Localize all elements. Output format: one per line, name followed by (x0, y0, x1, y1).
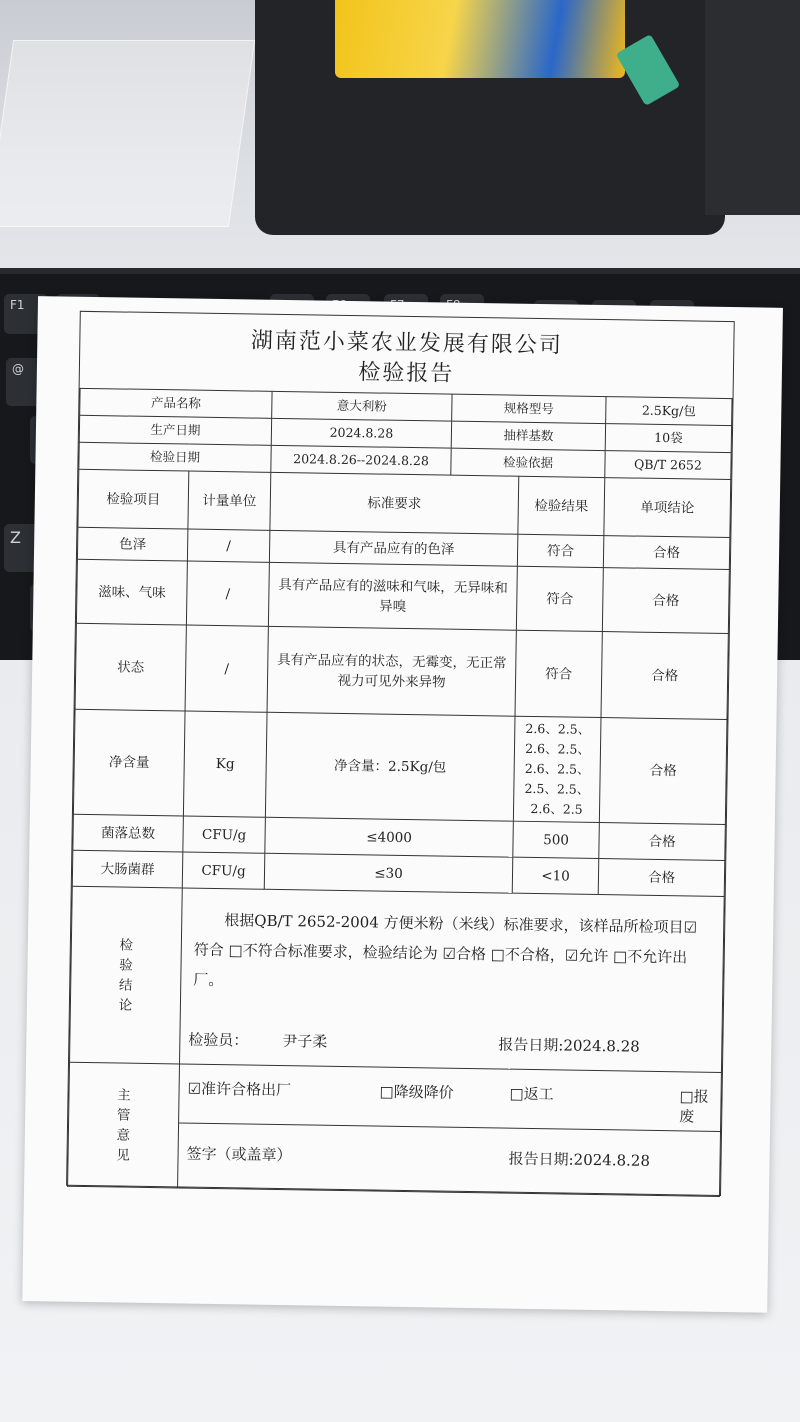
col-header-item: 检验项目 (78, 469, 189, 529)
option-downgrade-checkbox[interactable]: □降级降价 (379, 1082, 454, 1102)
manager-row (68, 1062, 722, 1196)
row-unit: Kg (183, 711, 267, 817)
manager-label-char: 见 (116, 1146, 130, 1164)
table-row (73, 709, 727, 824)
row-unit: / (186, 561, 269, 626)
row-verdict: 合格 (602, 568, 729, 634)
conclusion-label-char: 检 (119, 937, 134, 954)
manager-label (68, 1062, 180, 1188)
column-header-row (78, 469, 731, 537)
row-item: 大肠菌群 (72, 850, 183, 888)
row-standard: ≤30 (264, 853, 513, 893)
row-item: 菌落总数 (73, 814, 184, 852)
row-standard: 具有产品应有的状态，无霉变，无正常视力可见外来异物 (267, 626, 516, 716)
col-header-verdict: 单项结论 (604, 478, 731, 538)
row-unit: / (185, 625, 268, 712)
row-unit: / (187, 529, 270, 562)
product-name-label: 产品名称 (80, 388, 272, 418)
row-standard: 净含量：2.5Kg/包 (265, 712, 515, 821)
row-item: 色泽 (77, 527, 187, 561)
row-result: 500 (513, 821, 600, 858)
basis-label: 检验依据 (451, 448, 605, 477)
spec-label: 规格型号 (452, 394, 606, 423)
row-standard: 具有产品应有的色泽 (269, 530, 517, 566)
inspector-label: 检验员： (188, 1030, 249, 1050)
report-table (67, 388, 733, 1197)
manager-report-date: 报告日期:2024.8.28 (508, 1149, 651, 1170)
option-approve-checkbox[interactable]: ☑准许合格出厂 (187, 1079, 292, 1100)
row-result: 符合 (517, 534, 604, 567)
sample-label: 抽样基数 (451, 421, 605, 450)
col-header-unit: 计量单位 (188, 471, 271, 530)
conclusion-row (70, 886, 725, 1072)
row-unit: CFU/g (183, 816, 266, 853)
conclusion-label-char: 验 (119, 957, 133, 974)
row-standard: ≤4000 (265, 817, 514, 857)
manager-label-char: 管 (116, 1106, 131, 1124)
basis-value: QB/T 2652 (605, 451, 731, 480)
row-verdict: 合格 (598, 859, 725, 897)
company-name: 湖南范小菜农业发展有限公司 (250, 328, 564, 359)
prod-date-value: 2024.8.28 (271, 418, 451, 448)
col-header-result: 检验结果 (518, 476, 605, 535)
row-verdict: 合格 (603, 536, 729, 570)
row-result: 2.6、2.5、2.6、2.5、2.6、2.5、2.5、2.5、2.6、2.5 (513, 716, 601, 822)
row-verdict: 合格 (601, 632, 728, 720)
report-frame (66, 311, 735, 1196)
conclusion-label (70, 886, 183, 1064)
manager-sign-row (178, 1122, 720, 1195)
spec-value: 2.5Kg/包 (606, 397, 732, 426)
row-result: 符合 (515, 630, 602, 717)
option-scrap-checkbox[interactable]: □报废 (679, 1087, 709, 1126)
row-result: <10 (512, 857, 599, 894)
key-at: @ (6, 358, 54, 406)
manager-body (178, 1064, 722, 1196)
conclusion-label-char: 结 (118, 977, 133, 994)
product-name-value: 意大利粉 (272, 391, 452, 421)
manager-options (179, 1064, 721, 1130)
conclusion-label-char: 论 (118, 997, 133, 1014)
table-row (76, 559, 729, 633)
yellow-box (335, 0, 625, 78)
sample-value: 10袋 (605, 424, 731, 453)
row-item: 滋味、气味 (76, 559, 187, 625)
inspection-report-paper (22, 296, 783, 1313)
monitor-edge (705, 0, 800, 215)
inspector-sign-row (188, 1030, 711, 1058)
table-row (75, 623, 728, 719)
col-header-standard: 标准要求 (270, 472, 519, 534)
test-date-value: 2024.8.26--2024.8.28 (271, 445, 451, 475)
row-verdict: 合格 (599, 823, 726, 861)
row-item: 状态 (75, 623, 186, 711)
conclusion-body (180, 888, 725, 1072)
row-standard: 具有产品应有的滋味和气味，无异味和异嗅 (268, 562, 517, 630)
key-z: Z (4, 524, 56, 572)
manager-label-char: 主 (117, 1086, 131, 1104)
prod-date-label: 生产日期 (79, 415, 271, 445)
manager-label-char: 意 (116, 1126, 131, 1144)
key-f1: F1 (4, 294, 48, 334)
glass-panel (0, 40, 255, 227)
report-title: 检验报告 (358, 360, 455, 387)
row-verdict: 合格 (599, 718, 727, 825)
conclusion-report-date: 报告日期:2024.8.28 (498, 1035, 640, 1056)
manager-sign-label: 签字（或盖章） (186, 1144, 292, 1165)
option-rework-checkbox[interactable]: □返工 (509, 1084, 554, 1104)
conclusion-text: 根据QB/T 2652-2004 方便米粉（米线）标准要求，该样品所检项目☑符合 □不符合标准要求，检验结论为 ☑合格 □不合格，☑允许 □不允许出厂。 (193, 911, 698, 990)
test-date-label: 检验日期 (79, 442, 271, 472)
row-unit: CFU/g (182, 852, 265, 889)
row-item: 净含量 (73, 709, 185, 816)
inspector-name: 尹子柔 (282, 1032, 328, 1051)
row-result: 符合 (516, 566, 603, 631)
